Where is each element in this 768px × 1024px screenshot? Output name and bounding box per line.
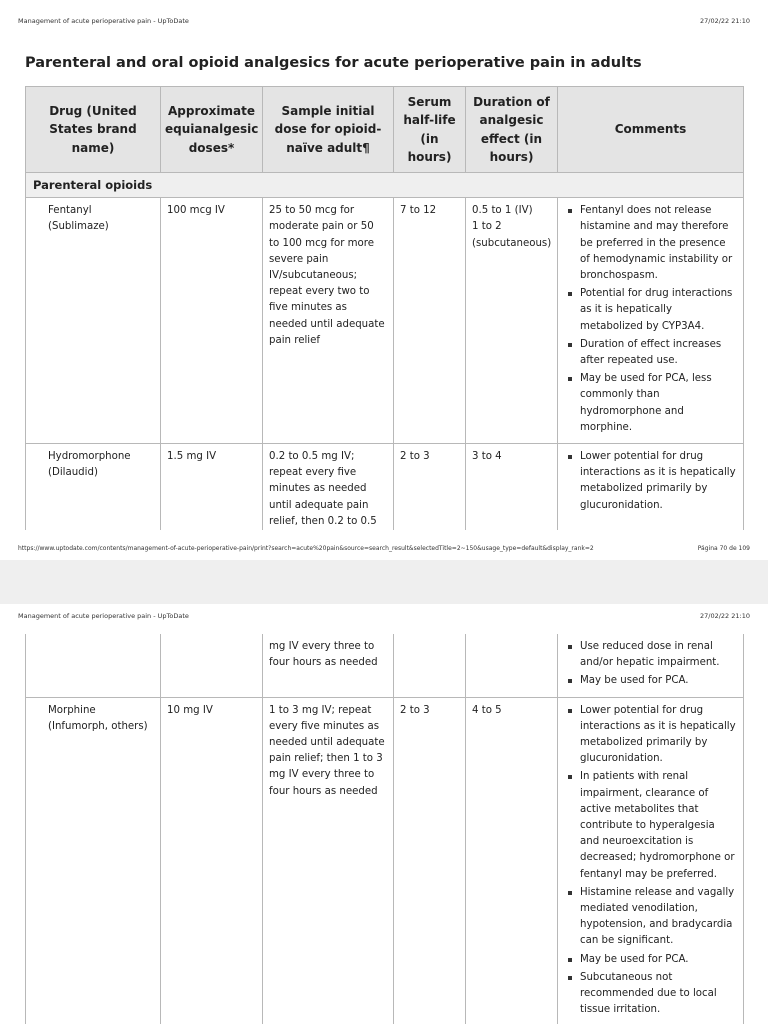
duration [466, 198, 558, 444]
col-header-initial-dose: Sample initial dose for opioid-naïve adult¶ [263, 87, 394, 173]
header-datetime: 27/02/22 21:10 [700, 612, 750, 620]
equianalgesic-dose: 100 mcg IV [161, 198, 263, 444]
comments-cell [558, 697, 744, 1024]
comments-list [564, 639, 737, 690]
equianalgesic-dose-continued [161, 634, 263, 697]
footer-page-number: Página 70 de 109 [697, 545, 750, 552]
comment-item: In patients with renal impairment, clearance of active metabolites that contribute to hyperalgesia and neuroexcitation is decreased; hydromorphone or fentanyl may be preferred. [580, 769, 737, 882]
table-row [26, 697, 744, 1024]
comment-item: Histamine release and vagally mediated venodilation, hypotension, and bradycardia can be significant. [580, 885, 737, 950]
initial-dose: 0.2 to 0.5 mg IV; repeat every five minutes as needed until adequate pain relief, then 0.2 to 0.5 [263, 444, 394, 530]
comment-item: Duration of effect increases after repeated use. [580, 337, 737, 369]
section-row [26, 173, 744, 198]
initial-dose: 1 to 3 mg IV; repeat every five minutes as needed until adequate pain relief; then 1 to 3 mg IV every three to four hours as needed [263, 697, 394, 1024]
table-clip-page-1 [0, 86, 768, 530]
duration-subcutaneous: 1 to 2 (subcutaneous) [472, 221, 552, 249]
comment-item: Lower potential for drug interactions as it is hepatically metabolized primarily by glucuronidation. [580, 449, 737, 514]
comment-item: Fentanyl does not release histamine and may therefore be preferred in the presence of hemodynamic instability or bronchospasm. [580, 203, 737, 284]
equianalgesic-dose: 10 mg IV [161, 697, 263, 1024]
table-row [26, 444, 744, 530]
initial-dose: mg IV every three to four hours as needed [263, 634, 394, 697]
comments-cell [558, 444, 744, 530]
comments-list [564, 449, 737, 514]
table-title: Parenteral and oral opioid analgesics for acute perioperative pain in adults [25, 55, 642, 71]
col-header-equianalgesic: Approximate equianalgesic doses* [161, 87, 263, 173]
pdf-page-2 [0, 604, 768, 1024]
section-parenteral-opioids: Parenteral opioids [26, 173, 744, 198]
table-header-row [26, 87, 744, 173]
duration-continued [466, 634, 558, 697]
drug-name: Morphine (Infumorph, others) [26, 697, 161, 1024]
print-header [18, 17, 750, 25]
duration: 4 to 5 [466, 697, 558, 1024]
half-life: 2 to 3 [394, 697, 466, 1024]
header-datetime: 27/02/22 21:10 [700, 17, 750, 25]
drug-name: Hydromorphone (Dilaudid) [26, 444, 161, 530]
col-header-half-life: Serum half-life (in hours) [394, 87, 466, 173]
col-header-comments: Comments [558, 87, 744, 173]
comments-list [564, 203, 737, 436]
comment-item: May be used for PCA. [580, 673, 737, 689]
drug-name: Fentanyl (Sublimaze) [26, 198, 161, 444]
half-life: 7 to 12 [394, 198, 466, 444]
page-gap [0, 560, 768, 604]
drug-name-continued [26, 634, 161, 697]
comment-item: Subcutaneous not recommended due to local tissue irritation. [580, 970, 737, 1019]
table-row [26, 198, 744, 444]
opioid-table [25, 86, 744, 530]
half-life-continued [394, 634, 466, 697]
comments-list [564, 703, 737, 1019]
comment-item: Potential for drug interactions as it is hepatically metabolized by CYP3A4. [580, 286, 737, 335]
comment-item: Use reduced dose in renal and/or hepatic impairment. [580, 639, 737, 671]
comments-cell [558, 634, 744, 697]
print-header [18, 612, 750, 620]
table-clip-page-2 [0, 634, 768, 1024]
comment-item: Lower potential for drug interactions as it is hepatically metabolized primarily by glucuronidation. [580, 703, 737, 768]
table-row-continued [26, 634, 744, 697]
comment-item: May be used for PCA. [580, 952, 737, 968]
opioid-table-continued [25, 634, 744, 1024]
comments-cell [558, 198, 744, 444]
print-footer [18, 545, 750, 552]
duration-iv: 0.5 to 1 (IV) [472, 205, 533, 217]
header-doc-title: Management of acute perioperative pain - UpToDate [18, 17, 189, 25]
half-life: 2 to 3 [394, 444, 466, 530]
equianalgesic-dose: 1.5 mg IV [161, 444, 263, 530]
comment-item: May be used for PCA, less commonly than hydromorphone and morphine. [580, 371, 737, 436]
footer-url: https://www.uptodate.com/contents/management-of-acute-perioperative-pain/print?search=acute%20pain&source=search_result&selectedTitle=2~150&usage_type=default&display_rank=2 [18, 545, 594, 552]
duration: 3 to 4 [466, 444, 558, 530]
col-header-drug: Drug (United States brand name) [26, 87, 161, 173]
col-header-duration: Duration of analgesic effect (in hours) [466, 87, 558, 173]
initial-dose: 25 to 50 mcg for moderate pain or 50 to 100 mcg for more severe pain IV/subcutaneous; repeat every two to five minutes as needed until adequate pain relief [263, 198, 394, 444]
header-doc-title: Management of acute perioperative pain - UpToDate [18, 612, 189, 620]
